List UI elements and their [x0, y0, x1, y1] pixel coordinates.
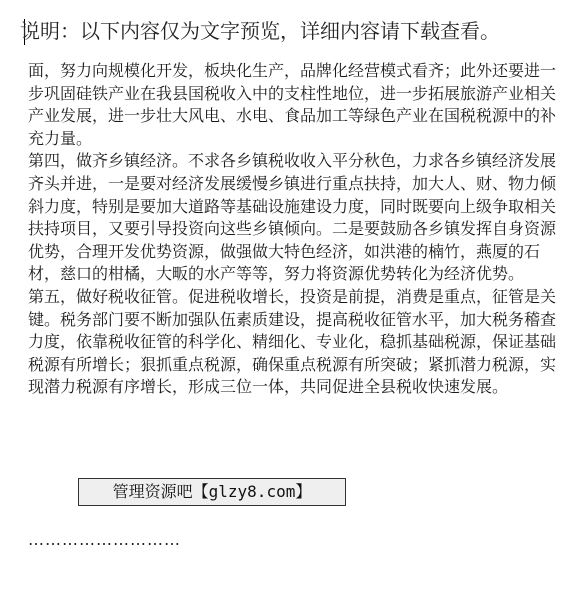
paragraph-industry: 面，努力向规模化开发，板块化生产，品牌化经营模式看齐；此外还要进一步巩固硅铁产业在我县国税收入中的支柱性地位，进一步拓展旅游产业相关产业发展，进一步壮大风电、水电、食品加工等绿色产业在国税税源中的补充力量。 [28, 61, 557, 148]
paragraph-township-economy: 第四，做齐乡镇经济。不求各乡镇税收收入平分秋色，力求各乡镇经济发展齐头并进，一是要对经济发展缓慢乡镇进行重点扶持，加大人、财、物力倾斜力度，特别是要加大道路等基础设施建设力度，同时既要向上级争取相关扶持项目，又要引导投资向这些乡镇倾向。二是要鼓励各乡镇发挥自身资源优势，合理开发优势资源，做强做大特色经济，如洪港的楠竹，燕厦的石材，慈口的柑橘，大畈的水产等等，努力将资源优势转化为经济优势。 [28, 151, 557, 284]
paragraph-tax-collection: 第五，做好税收征管。促进税收增长，投资是前提，消费是重点，征管是关键。税务部门要不断加强队伍素质建设，提高税收征管水平，加大税务稽查力度，依靠税收征管的科学化、精细化、专业化，稳抓基础税源，保证基础税源有所增长；狠抓重点税源，确保重点税源有所突破；紧抓潜力税源，实现潜力税源有序增长，形成三位一体，共同促进全县税收快速发展。 [28, 286, 557, 397]
preview-notice: 说明：以下内容仅为文字预览，详细内容请下载查看。 [20, 19, 500, 43]
document-body [28, 60, 556, 399]
watermark-banner: 管理资源吧【glzy8.com】 [78, 478, 346, 506]
trailing-dots: ……………………… [28, 530, 181, 549]
